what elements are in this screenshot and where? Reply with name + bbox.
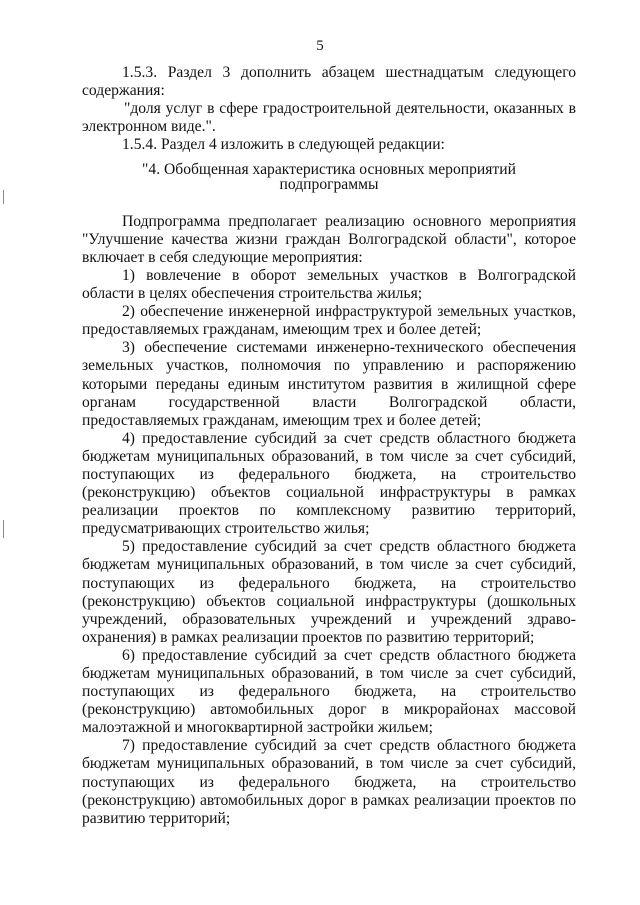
list-item-7: 7) предоставление субсидий за счет средств областного бюджета бюджетам муниципальных образований, в том числе за счет субсидий, поступающих из федерального бюджета, на строительство (реконструкцию) автомобильных дорог в рамках реализации проектов по развитию территорий; xyxy=(82,737,576,827)
section-title-line-1: "4. Обобщенная характеристика основных мероприятий xyxy=(142,161,516,179)
list-item-2: 2) обеспечение инженерной инфраструктурой земельных участков, предоставляемых гражданам, имеющим трех и более детей; xyxy=(82,303,576,339)
list-item-1: 1) вовлечение в оборот земельных участков в Волгоградской области в целях обеспечения строительства жилья; xyxy=(82,266,576,303)
scan-edge-mark xyxy=(3,190,4,204)
document-body xyxy=(82,64,576,828)
section-title-line-2: подпрограммы xyxy=(279,176,379,194)
page-number: 5 xyxy=(316,38,324,54)
list-item-3: 3) обеспечение системами инженерно-технического обеспечения земельных участков, полномочия по управлению и распоряжению которыми переданы единым институтом развития в жилищной сфере органам государственной власти Волгоградской области, предоставляемых гражданам, имеющим трех и более детей; xyxy=(82,339,576,429)
list-item-6: 6) предоставление субсидий за счет средств областного бюджета бюджетам муниципальных образований, в том числе за счет субсидий, поступающих из федерального бюджета, на строительство (реконструкцию) автомобильных дорог в микрорайонах массовой малоэтажной и многоквартирной застройки жильем; xyxy=(82,646,576,737)
list-item-5: 5) предоставление субсидий за счет средств областного бюджета бюджетам муниципальных образований, в том числе за счет субсидий, поступающих из федерального бюджета, на строительство (реконструкцию) объектов социальной инфраструктуры (дошкольных учреждений, образовательных учреждений и учреждений здраво-охранения) в рамках реализации проектов по развитию территорий; xyxy=(82,538,576,646)
paragraph-1-5-4: 1.5.4. Раздел 4 изложить в следующей редакции: xyxy=(122,136,445,154)
intro-paragraph: Подпрограмма предполагает реализацию основного мероприятия "Улучшение качества жизни граждан Волгоградской области", которое включает в себя следующие мероприятия: xyxy=(82,212,576,266)
paragraph-1-5-3: 1.5.3. Раздел 3 дополнить абзацем шестнадцатым следующего содержания: xyxy=(82,64,576,100)
list-item-4: 4) предоставление субсидий за счет средств областного бюджета бюджетам муниципальных образований, в том числе за счет субсидий, поступающих из федерального бюджета, на строительство (реконструкцию) объектов социальной инфраструктуры в рамках реализации проектов по комплексному развитию территорий, предусматривающих строительство жилья; xyxy=(82,429,576,538)
paragraph-quoted-text: "доля услуг в сфере градостроительной деятельности, оказанных в электронном виде.". xyxy=(82,100,576,136)
scan-edge-mark xyxy=(3,520,4,538)
